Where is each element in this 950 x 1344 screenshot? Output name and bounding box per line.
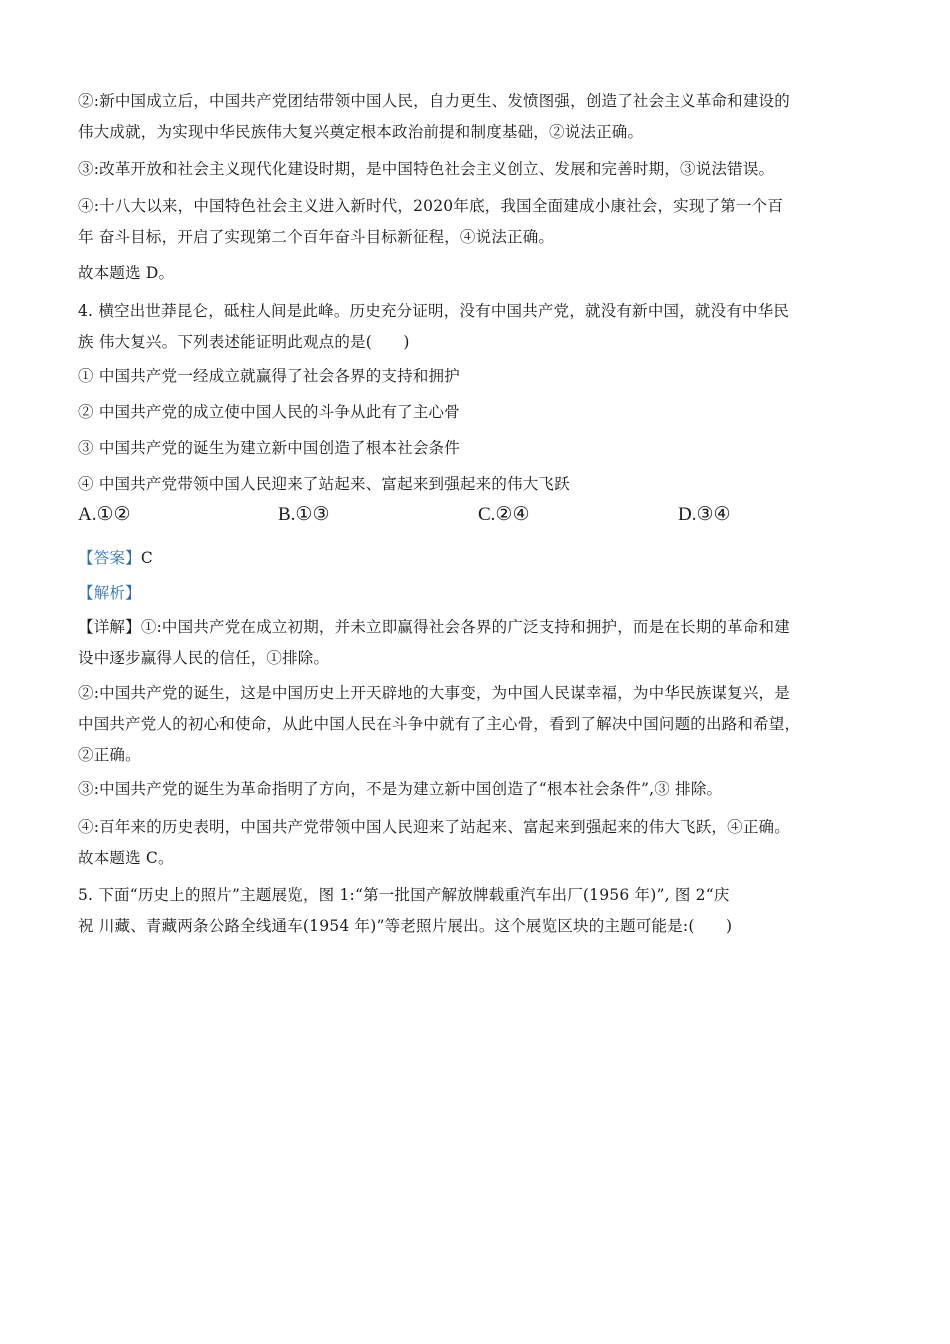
- option-a: A.①②: [78, 504, 131, 525]
- answer-line: [78, 543, 870, 574]
- question-4-stem: 4. 横空出世莽昆仑，砥柱人间是此峰。历史充分证明，没有中国共产党，就没有新中国，就没有中华民 族 伟大复兴。下列表述能证明此观点的是( ): [78, 302, 790, 351]
- detail-tag: 【详解】: [78, 618, 141, 636]
- analysis-heading: 【解析】: [78, 584, 141, 602]
- conclusion-prev: 故本题选 D。: [78, 264, 175, 282]
- conclusion: 故本题选 C。: [78, 849, 174, 867]
- statement-4: ④ 中国共产党带领中国人民迎来了站起来、富起来到强起来的伟大飞跃: [78, 475, 570, 493]
- detail-item-3: ③:中国共产党的诞生为革命指明了方向，不是为建立新中国创造了“根本社会条件”,③ 排除。: [78, 780, 723, 798]
- answer-tag: 【答案】: [78, 549, 141, 567]
- detail-item-2: ②:中国共产党的诞生，这是中国历史上开天辟地的大事变，为中国人民谋幸福，为中华民族谋复兴，是 中国共产党人的初心和使命，从此中国人民在斗争中就有了主心骨，看到了解决中国问题的出路和希望， ②正确。: [78, 684, 801, 764]
- detail-item-1: 【详解】①:中国共产党在成立初期，并未立即赢得社会各界的广泛支持和拥护，而是在长期的革命和建 设中逐步赢得人民的信任，①排除。: [78, 618, 790, 667]
- statement-3: ③ 中国共产党的诞生为建立新中国创造了根本社会条件: [78, 439, 460, 457]
- analysis-item-3-prev: ③:改革开放和社会主义现代化建设时期，是中国特色社会主义创立、发展和完善时期，③说法错误。: [78, 160, 775, 178]
- option-c: C.②④: [478, 504, 530, 525]
- statement-2: ② 中国共产党的成立使中国人民的斗争从此有了主心骨: [78, 403, 460, 421]
- statement-1: ① 中国共产党一经成立就赢得了社会各界的支持和拥护: [78, 367, 460, 385]
- answer-options: [78, 503, 870, 533]
- detail-item-4: ④:百年来的历史表明，中国共产党带领中国人民迎来了站起来、富起来到强起来的伟大飞跃，④正确。 故本题选 C。: [78, 818, 790, 867]
- analysis-item-4-prev: ④:十八大以来，中国特色社会主义进入新时代，2020年底，我国全面建成小康社会，实现了第一个百 年 奋斗目标，开启了实现第二个百年奋斗目标新征程，④说法正确。: [78, 197, 784, 246]
- question-5-stem: 5. 下面“历史上的照片”主题展览，图 1:“第一批国产解放牌载重汽车出厂(1956 年)”, 图 2“庆 祝 川藏、青藏两条公路全线通车(1954 年)”等老照片展出。这个展览区块的主题可能是:( ): [78, 886, 733, 935]
- option-b: B.①③: [278, 504, 330, 525]
- option-d: D.③④: [678, 504, 731, 525]
- answer-value: C: [140, 549, 153, 567]
- analysis-item-2-prev: ②:新中国成立后，中国共产党团结带领中国人民，自力更生、发愤图强，创造了社会主义革命和建设的 伟大成就，为实现中华民族伟大复兴奠定根本政治前提和制度基础，②说法正确。: [78, 92, 790, 141]
